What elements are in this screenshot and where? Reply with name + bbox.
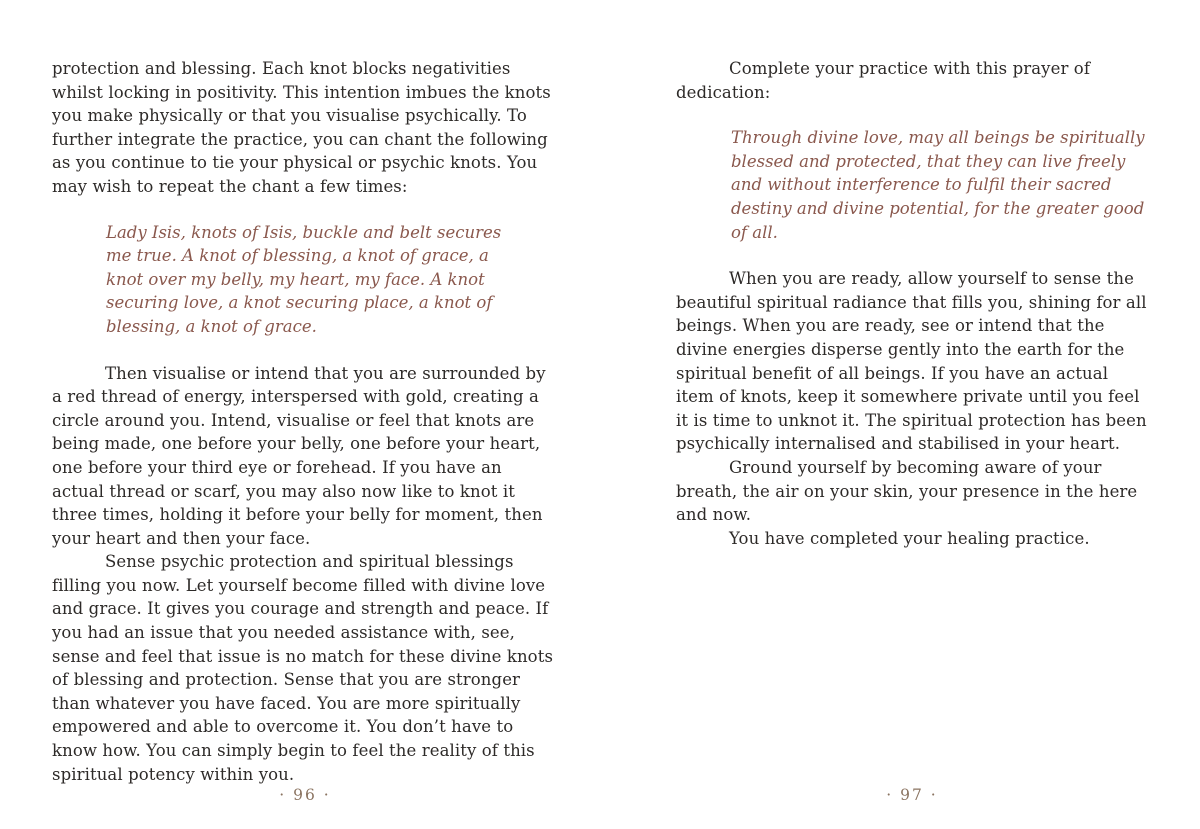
page-96	[52, 0, 558, 829]
page-97-text-block	[676, 57, 1148, 550]
paragraph: Sense psychic protection and spiritual blessings filling you now. Let yourself become filled with divine love and grace. It gives you courage and strength and peace. If you had an issue that you needed assistance with, see, sense and feel that issue is no match for these divine knots of blessing and protection. Sense that you are stronger than whatever you have faced. You are more spiritually empowered and able to overcome it. You don’t have to know how. You can simply begin to feel the reality of this spiritual potency within you.	[52, 552, 554, 784]
page-number-right: · 97 ·	[886, 786, 938, 804]
page-96-text-block	[52, 57, 558, 786]
paragraph: Then visualise or intend that you are surrounded by a red thread of energy, interspersed with gold, creating a circle around you. Intend, visualise or feel that knots are being made, one before your belly, one before your heart, one before your third eye or forehead. If you have an actual thread or scarf, you may also now like to knot it three times, holding it before your belly for moment, then your heart and then your face.	[52, 363, 546, 548]
paragraph-continuation: protection and blessing. Each knot blocks negativities whilst locking in positivity. This intention imbues the knots you make physically or that you visualise psychically. To further integrate the practice, you can chant the following as you continue to tie your physical or psychic knots. You may wish to repeat the chant a few times:	[52, 59, 551, 196]
page-number-left: · 96 ·	[279, 786, 331, 804]
chant-quote: Lady Isis, knots of Isis, buckle and belt secures me true. A knot of blessing, a knot of grace, a knot over my belly, my heart, my face. A knot securing love, a knot securing place, a knot of blessing, a knot of grace.	[106, 222, 502, 336]
paragraph: When you are ready, allow yourself to sense the beautiful spiritual radiance that fills you, shining for all beings. When you are ready, see or intend that the divine energies disperse gently into the earth for the spiritual benefit of all beings. If you have an actual item of knots, keep it somewhere private until you feel it is time to unknot it. The spiritual protection has been psychically internalised and stabilised in your heart.	[676, 269, 1147, 454]
paragraph: Complete your practice with this prayer of dedication:	[676, 59, 1091, 102]
prayer-of-dedication-quote: Through divine love, may all beings be spiritually blessed and protected, that they can live freely and without interference to fulfil their sacred destiny and divine potential, for the greater good of all.	[731, 128, 1145, 242]
paragraph: Ground yourself by becoming aware of your breath, the air on your skin, your presence in the here and now.	[676, 457, 1138, 525]
paragraph: You have completed your healing practice.	[729, 528, 1090, 548]
page-97	[676, 0, 1148, 829]
